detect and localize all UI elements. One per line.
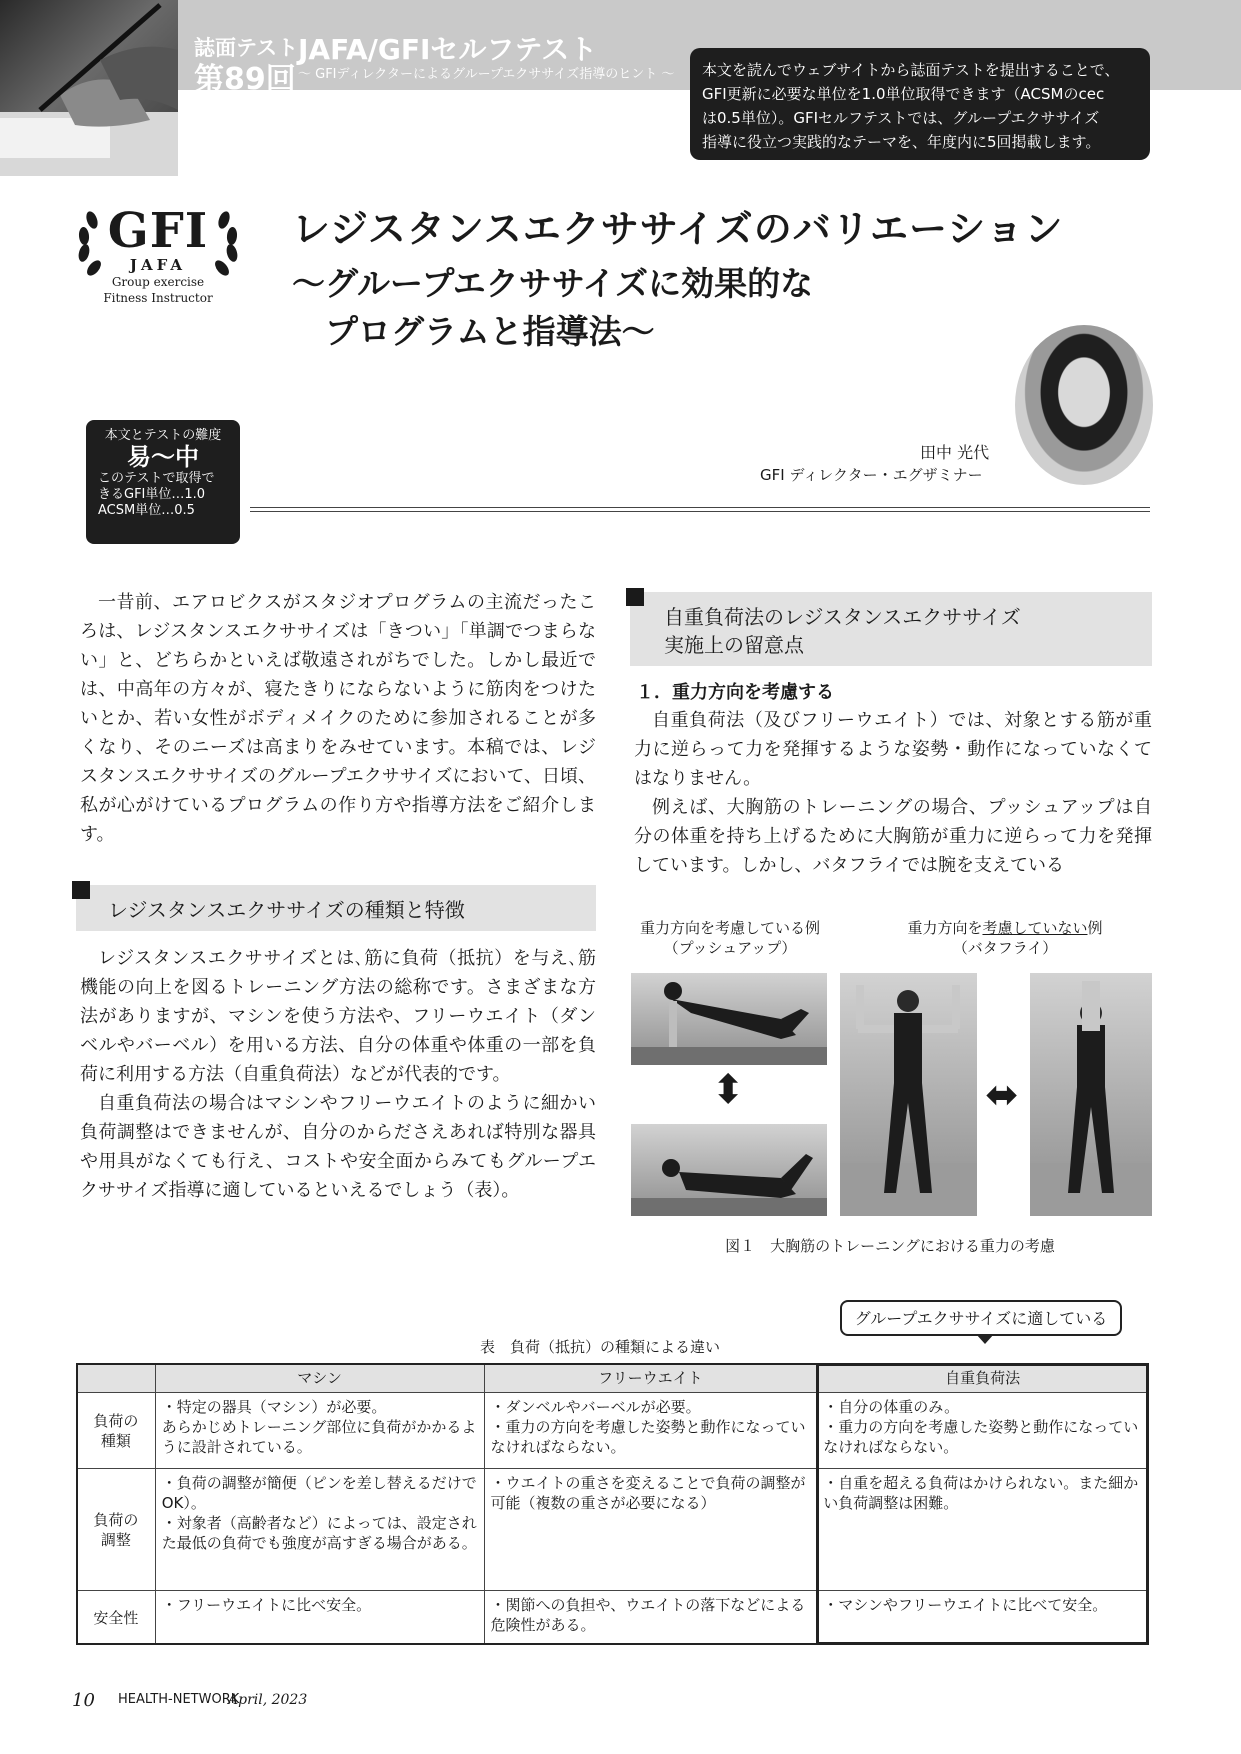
article-subtitle-line2: プログラムと指導法～	[325, 312, 655, 351]
section1-paragraph1: レジスタンスエクササイズとは､筋に負荷（抵抗）を与え､筋機能の向上を図るトレーニング方法の総称です。さまざまな方法がありますが、マシンを使う方法や、フリーウエイト（ダンベルやバーベル）を用いる方法、自分の体重や体重の一部を負荷に利用する方法（自重負荷法）などが代表的です。	[80, 948, 596, 1085]
row-head: 負荷の 調整	[77, 1469, 156, 1591]
section2-heading1: １．重力方向を考慮する	[636, 682, 834, 703]
pushup-down-photo	[631, 1124, 827, 1216]
author-name: 田中 光代	[920, 443, 990, 462]
butterfly-closed-photo	[1030, 973, 1152, 1216]
magazine-name: HEALTH-NETWORK	[118, 1692, 240, 1707]
pushup-down-figure	[631, 1124, 827, 1216]
section-marker-icon	[72, 881, 90, 899]
section2-title-line1: 自重負荷法のレジスタンスエクササイズ	[664, 605, 1021, 629]
figure-right-caption: 重力方向を考慮していない例 （バタフライ）	[907, 919, 1103, 957]
table-cell: ・特定の器具（マシン）が必要。 あらかじめトレーニング部位に負荷がかかるように設計されている。	[155, 1393, 484, 1469]
section2-paragraph2: 例えば、大胸筋のトレーニングの場合、プッシュアップは自分の体重を持ち上げるために大胸筋が重力に逆らって力を発揮しています。しかし、バタフライでは腕を支えている	[634, 797, 1152, 876]
series-subtitle: ～ GFIディレクターによるグループエクササイズ指導のヒント ～	[298, 67, 675, 82]
note-line: は0.5単位）。GFIセルフテストでは、グループエクササイズ	[702, 109, 1100, 127]
pushup-up-photo	[631, 973, 827, 1065]
intro-paragraph: 一昔前、エアロビクスがスタジオプログラムの主流だったころは、レジスタンスエクササイズは「きつい」「単調でつまらない」と、どちらかといえば敬遠されがちでした。しかし最近では、中高年の方々が、寝たきりにならないように筋肉をつけたいとか、若い女性がボディメイクのために参加されることが多くなり、そのニーズは高まりをみせています。本稿では、レジスタンスエクササイズのグループエクササイズにおいて、日頃、私が心がけているプログラムの作り方や指導方法をご紹介します。	[80, 592, 596, 845]
section1-paragraph2: 自重負荷法の場合はマシンやフリーウエイトのように細かい負荷調整はできませんが、自分のからださえあれば特別な器具や用具がなくても行え、コストや安全面からみてもグループエクササイズ指導に適しているといえるでしょう（表）。	[80, 1093, 596, 1201]
table-row	[77, 1591, 1149, 1645]
difficulty-line: ACSM単位…0.5	[98, 503, 195, 518]
test-label: 誌面テスト	[194, 36, 299, 60]
butterfly-open-figure	[840, 973, 977, 1216]
difficulty-line: このテストで取得で	[98, 471, 215, 486]
header-note-box	[690, 48, 1150, 160]
table-cell: ・自重を超える負荷はかけられない。また細かい負荷調整は困難。	[817, 1469, 1149, 1591]
issue-number: 第89回	[194, 62, 296, 97]
article-subtitle-line1: ～グループエクササイズに効果的な	[292, 264, 814, 303]
note-line: 指導に役立つ実践的なテーマを、年度内に5回掲載します。	[702, 133, 1101, 151]
author-photo	[1015, 325, 1153, 485]
table-cell: ・自分の体重のみ。 ・重力の方向を考慮した姿勢と動作になっていなければならない。	[817, 1393, 1149, 1469]
section-marker-icon	[626, 588, 644, 606]
issue-date: April, 2023	[228, 1692, 308, 1708]
table-cell: ・ウエイトの重さを変えることで負荷の調整が可能（複数の重さが必要になる）	[484, 1469, 817, 1591]
title-rule	[250, 511, 1150, 512]
writing-hand-illustration	[0, 0, 178, 176]
difficulty-box	[86, 420, 240, 544]
note-line: 本文を読んでウェブサイトから誌面テストを提出することで、	[702, 61, 1120, 79]
section2-title-line2: 実施上の留意点	[664, 633, 804, 657]
table-caption: 表 負荷（抵抗）の種類による違い	[480, 1338, 721, 1356]
callout-tail	[976, 1334, 994, 1344]
logo-en-line1: Group exercise	[111, 275, 205, 289]
header-photo	[0, 0, 178, 176]
figure-left-caption: 重力方向を考慮している例 （プッシュアップ）	[639, 919, 820, 957]
title-rule	[250, 507, 1150, 508]
table-header-cell: マシン	[155, 1364, 484, 1393]
table-cell: ・マシンやフリーウエイトに比べて安全。	[817, 1591, 1149, 1645]
table-row	[77, 1393, 1149, 1469]
horizontal-arrow-icon: ⬌	[985, 1072, 1019, 1118]
note-line: GFI更新に必要な単位を1.0単位取得できます（ACSMのcec	[702, 85, 1105, 103]
logo-sub: JAFA	[129, 256, 187, 274]
difficulty-label: 本文とテストの難度	[104, 428, 222, 443]
comparison-table-grid	[76, 1363, 1149, 1645]
gfi-logo	[70, 203, 246, 326]
table-header-row	[77, 1364, 1149, 1393]
table-cell: ・関節への負担や、ウエイトの落下などによる危険性がある。	[484, 1591, 817, 1645]
pushup-up-figure	[631, 973, 827, 1065]
logo-en-line2: Fitness Instructor	[103, 291, 213, 305]
series-title: JAFA/GFIセルフテスト	[298, 33, 598, 66]
table-header-cell: フリーウエイト	[484, 1364, 817, 1393]
difficulty-value: 易～中	[127, 443, 199, 471]
page-number: 10	[72, 1690, 95, 1711]
butterfly-open-photo	[840, 973, 977, 1216]
author-role: GFI ディレクター・エグザミナー	[760, 466, 983, 484]
difficulty-line: きるGFI単位…1.0	[98, 487, 206, 502]
figure-caption: 図１ 大胸筋のトレーニングにおける重力の考慮	[725, 1237, 1055, 1255]
logo-text: GFI	[107, 203, 209, 259]
vertical-arrow-icon: ⬍	[711, 1067, 745, 1113]
row-head: 安全性	[77, 1591, 156, 1645]
section2-paragraph1: 自重負荷法（及びフリーウエイト）では、対象とする筋が重力に逆らって力を発揮するような姿勢・動作になっていなくてはなりません。	[634, 710, 1152, 789]
row-head: 負荷の 種類	[77, 1393, 156, 1469]
table-cell: ・負荷の調整が簡便（ピンを差し替えるだけでOK）。 ・対象者（高齢者など）によっては、設定された最低の負荷でも強度が高すぎる場合がある。	[155, 1469, 484, 1591]
section1-title: レジスタンスエクササイズの種類と特徴	[108, 898, 465, 922]
table-cell: ・フリーウエイトに比べ安全。	[155, 1591, 484, 1645]
table-header-cell: 自重負荷法	[817, 1364, 1149, 1393]
callout-box: グループエクササイズに適している	[840, 1300, 1122, 1336]
table-row	[77, 1469, 1149, 1591]
table-cell: ・ダンベルやバーベルが必要。 ・重力の方向を考慮した姿勢と動作になっていなければならない。	[484, 1393, 817, 1469]
table-header-cell	[77, 1364, 156, 1393]
comparison-table	[76, 1363, 1149, 1645]
article-title: レジスタンスエクササイズのバリエーション	[292, 207, 1064, 251]
butterfly-closed-figure	[1030, 973, 1152, 1216]
